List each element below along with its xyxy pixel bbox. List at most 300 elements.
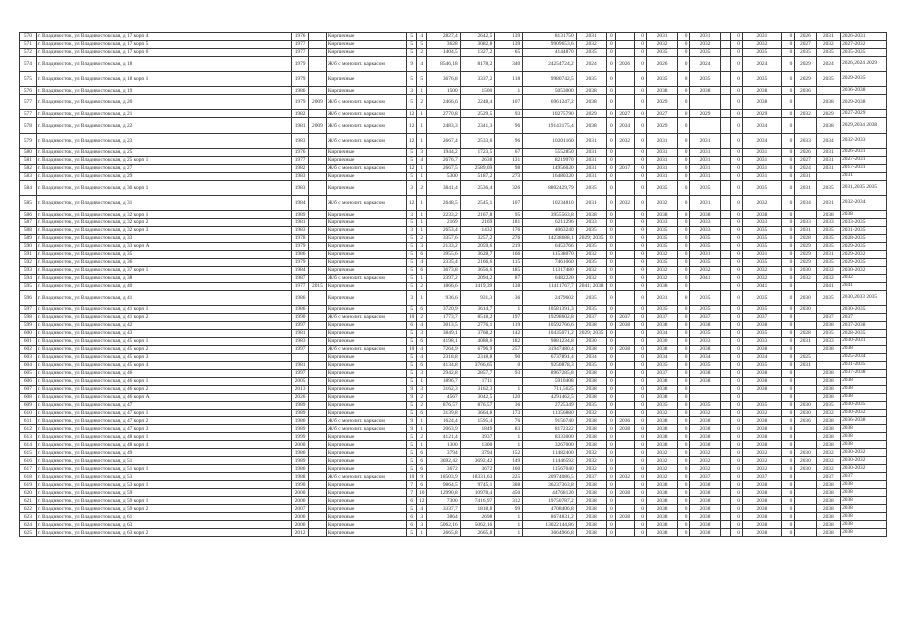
flag-cell: 0 (730, 226, 742, 234)
start-year-cell: 2032 (576, 409, 606, 417)
flag-cell: 0 (634, 473, 646, 481)
flag-cell: 0 (781, 274, 794, 282)
work-year-cell: 2038 (742, 513, 781, 521)
build-year-cell: 1997 (292, 345, 309, 353)
work-year-cell: 2038 (646, 417, 677, 425)
total-area-cell: 2063,9 (427, 425, 460, 433)
entrances-cell: 3 (417, 513, 427, 521)
work-year-cell: 2031 (742, 172, 781, 180)
period-cell: 2027-2031 (841, 156, 887, 164)
work-year-cell: 2029 (795, 258, 816, 266)
flag-cell: 0 (678, 211, 690, 219)
period-cell: 2029-2035 (841, 242, 887, 250)
work-year-cell (615, 305, 634, 313)
cost-cell: 9250878,3 (523, 361, 577, 369)
start-year-cell: 2031 (576, 133, 606, 148)
entrances-cell: 6 (417, 361, 427, 369)
blank-cell (720, 505, 730, 513)
address-cell: г. Владивосток, ул Владивостокская, д 33 корп А (36, 242, 292, 250)
flag-cell: 0 (730, 417, 742, 425)
work-year-cell: 2037 (816, 313, 841, 321)
work-year-cell: 2035 (742, 258, 781, 266)
build-year-cell: 1979 (292, 72, 309, 87)
row-number: 576 (20, 87, 37, 95)
wall-material-cell: Кирпичные (326, 148, 406, 156)
flag-cell: 0 (634, 401, 646, 409)
flag-cell: 0 (634, 521, 646, 529)
period-cell: 2028-2035 (841, 329, 887, 337)
work-year-cell: 2038 (742, 497, 781, 505)
wall-material-cell: Кирпичные (326, 513, 406, 521)
flag-cell: 0 (730, 489, 742, 497)
flag-cell: 0 (730, 337, 742, 345)
start-year-cell: 2038 (576, 211, 606, 219)
row-number: 589 (20, 234, 37, 242)
cost-cell: 4291462,5 (523, 393, 577, 401)
row-number: 625 (20, 529, 37, 537)
blank-cell (720, 226, 730, 234)
work-year-cell: 2031 (646, 290, 677, 305)
table-row (20, 87, 887, 95)
flag-cell: 0 (781, 473, 794, 481)
start-year-cell: 2031 (576, 156, 606, 164)
wall-material-cell: Кирпичные (326, 337, 406, 345)
row-number: 580 (20, 148, 37, 156)
period-cell: 2026,2024 2029 (841, 56, 887, 71)
work-year-cell: 2038 (742, 385, 781, 393)
entrances-cell: 10 (417, 489, 427, 497)
living-area-cell: 8178,2 (460, 56, 495, 71)
work-year-cell: 2035 (742, 180, 781, 195)
row-number: 585 (20, 195, 37, 210)
wall-material-cell: Кирпичные (326, 369, 406, 377)
reconstruction-year-cell (308, 457, 326, 465)
period-cell: 2030-2032 (841, 449, 887, 457)
total-area-cell: 3849,1 (427, 329, 460, 337)
work-year-cell: 2032 (816, 266, 841, 274)
work-year-cell: 2024 (795, 164, 816, 172)
reconstruction-year-cell (308, 465, 326, 473)
start-year-cell: 2038 (576, 385, 606, 393)
flag-cell: 0 (781, 361, 794, 369)
blank-cell (720, 33, 730, 41)
work-year-cell: 2031 (795, 172, 816, 180)
period-cell: 2037 (841, 473, 887, 481)
blank-cell (720, 290, 730, 305)
table-row (20, 353, 887, 361)
work-year-cell: 2038 (690, 497, 720, 505)
start-year-cell: 2031 (576, 195, 606, 210)
blank-cell (720, 521, 730, 529)
address-cell: г. Владивосток, ул Владивостокская, д 29 (36, 172, 292, 180)
living-area-cell: 2857,7 (460, 369, 495, 377)
floors-cell: 9 (407, 417, 417, 425)
living-area-cell: 2665,8 (460, 529, 495, 537)
cost-cell: 44768120 (523, 489, 577, 497)
work-year-cell: 2032 (646, 40, 677, 48)
blank-cell (720, 377, 730, 385)
blank-cell (720, 529, 730, 537)
build-year-cell: 1982 (292, 110, 309, 118)
flag-cell: 0 (730, 133, 742, 148)
address-cell: г. Владивосток, ул Владивостокская, д 46 корп 2 (36, 385, 292, 393)
build-year-cell: 1997 (292, 321, 309, 329)
period-cell: 2038 (841, 345, 887, 353)
table-row (20, 110, 887, 118)
table-row (20, 329, 887, 337)
flag-cell: 0 (781, 211, 794, 219)
work-year-cell: 2038 (615, 345, 634, 353)
work-year-cell: 2035 (742, 329, 781, 337)
row-number: 614 (20, 441, 37, 449)
living-area-cell: 8518,2 (460, 313, 495, 321)
start-year-cell: 2038 (576, 497, 606, 505)
living-area-cell: 1300 (460, 441, 495, 449)
work-year-cell: 2029 (742, 110, 781, 118)
blank-cell (720, 305, 730, 313)
total-area-cell: 1866,6 (427, 282, 460, 290)
residents-cell: 107 (495, 195, 523, 210)
work-year-cell: 2030 (795, 290, 816, 305)
address-cell: г. Владивосток, ул Владивостокская, д 61 (36, 513, 292, 521)
work-year-cell: 2031 (690, 164, 720, 172)
floors-cell: 5 (407, 377, 417, 385)
address-cell: г. Владивосток, ул Владивостокская, д 53 (36, 473, 292, 481)
reconstruction-year-cell (308, 242, 326, 250)
work-year-cell (615, 219, 634, 227)
row-number: 582 (20, 164, 37, 172)
start-year-cell: 2038 (576, 529, 606, 537)
work-year-cell: 2038 (690, 425, 720, 433)
floors-cell: 3 (407, 211, 417, 219)
flag-cell: 0 (781, 266, 794, 274)
flag-cell: 0 (606, 180, 615, 195)
start-year-cell: 2031 (576, 172, 606, 180)
wall-material-cell: Ж/б с монолит. каркасом (326, 425, 406, 433)
flag-cell: 0 (634, 385, 646, 393)
flag-cell: 0 (730, 118, 742, 133)
flag-cell: 0 (781, 195, 794, 210)
work-year-cell: 2032 (615, 473, 634, 481)
cost-cell: 6961247,2 (523, 95, 577, 110)
floors-cell: 12 (407, 118, 417, 133)
work-year-cell: 2035 (816, 258, 841, 266)
work-year-cell (615, 48, 634, 56)
living-area-cell: 1419,39 (460, 282, 495, 290)
work-year-cell (816, 353, 841, 361)
address-cell: г. Владивосток, ул Владивостокская, д 23 (36, 133, 292, 148)
start-year-cell: 2032 (576, 449, 606, 457)
flag-cell: 0 (606, 457, 615, 465)
cost-cell: 6453766 (523, 242, 577, 250)
reconstruction-year-cell (308, 290, 326, 305)
flag-cell: 0 (606, 172, 615, 180)
flag-cell: 0 (678, 305, 690, 313)
work-year-cell (615, 172, 634, 180)
work-year-cell: 2038 (646, 377, 677, 385)
table-row (20, 219, 887, 227)
work-year-cell: 2036 (795, 87, 816, 95)
entrances-cell: 9 (417, 473, 427, 481)
start-year-cell: 2030 (576, 337, 606, 345)
row-number: 601 (20, 337, 37, 345)
start-year-cell: 2038 (576, 513, 606, 521)
living-area-cell: 9745,1 (460, 481, 495, 489)
entrances-cell: 1 (417, 417, 427, 425)
table-row (20, 133, 887, 148)
residents-cell: 65 (495, 48, 523, 56)
work-year-cell: 2031 (646, 164, 677, 172)
work-year-cell: 2029 (795, 72, 816, 87)
period-cell: 2038 (841, 433, 887, 441)
work-year-cell (690, 393, 720, 401)
address-cell: г. Владивосток, ул Владивостокская, д 59 корп 1 (36, 497, 292, 505)
flag-cell: 0 (606, 377, 615, 385)
cost-cell: 10435071,2 (523, 329, 577, 337)
work-year-cell: 2038 (742, 433, 781, 441)
floors-cell: 5 (407, 33, 417, 41)
blank-cell (720, 369, 730, 377)
blank-cell (720, 473, 730, 481)
flag-cell: 0 (781, 219, 794, 227)
flag-cell: 0 (634, 110, 646, 118)
living-area-cell: 3162,3 (460, 385, 495, 393)
cost-cell: 7461060 (523, 258, 577, 266)
living-area-cell: 3766,65 (460, 361, 495, 369)
entrances-cell: 1 (417, 195, 427, 210)
living-area-cell: 1723,5 (460, 148, 495, 156)
row-number: 622 (20, 505, 37, 513)
work-year-cell: 2032 (742, 274, 781, 282)
cost-cell: 11567040 (523, 465, 577, 473)
floors-cell: 5 (407, 250, 417, 258)
work-year-cell: 2031 (816, 250, 841, 258)
flag-cell: 0 (634, 353, 646, 361)
living-area-cell: 2533,6 (460, 133, 495, 148)
living-area-cell: 3794 (460, 449, 495, 457)
work-year-cell (615, 156, 634, 164)
address-cell: г. Владивосток, ул Владивостокская, д 48 корп 4 (36, 441, 292, 449)
entrances-cell: 3 (417, 242, 427, 250)
entrances-cell: 3 (417, 329, 427, 337)
flag-cell: 0 (730, 521, 742, 529)
wall-material-cell: Ж/б с монолит. каркасом (326, 164, 406, 172)
flag-cell: 0 (730, 156, 742, 164)
flag-cell: 0 (730, 385, 742, 393)
build-year-cell: 1979 (292, 258, 309, 266)
floors-cell: 5 (407, 449, 417, 457)
work-year-cell: 2033 (690, 226, 720, 234)
wall-material-cell: Кирпичные (326, 449, 406, 457)
work-year-cell: 2033 (795, 133, 816, 148)
flag-cell: 0 (606, 48, 615, 56)
floors-cell: 5 (407, 95, 417, 110)
flag-cell: 0 (781, 133, 794, 148)
flag-cell: 0 (730, 393, 742, 401)
work-year-cell (615, 258, 634, 266)
living-area-cell: 2167,8 (460, 211, 495, 219)
residents-cell: 120 (495, 393, 523, 401)
reconstruction-year-cell (308, 172, 326, 180)
floors-cell: 5 (407, 361, 417, 369)
flag-cell: 0 (678, 473, 690, 481)
flag-cell: 0 (678, 337, 690, 345)
address-cell: г. Владивосток, ул Владивостокская, д 51 (36, 457, 292, 465)
period-cell: 2038 (841, 489, 887, 497)
work-year-cell: 2038 (816, 321, 841, 329)
total-area-cell: 3692,42 (427, 457, 460, 465)
work-year-cell: 2035 (816, 48, 841, 56)
flag-cell: 0 (634, 219, 646, 227)
work-year-cell (795, 377, 816, 385)
total-area-cell: 2827,4 (427, 33, 460, 41)
work-year-cell: 2037 (690, 473, 720, 481)
cost-cell: 14238688,1 (523, 234, 577, 242)
flag-cell: 0 (730, 87, 742, 95)
work-year-cell: 2029 (795, 56, 816, 71)
work-year-cell: 2038 (742, 505, 781, 513)
flag-cell: 0 (634, 180, 646, 195)
work-year-cell: 2038 (742, 321, 781, 329)
blank-cell (720, 40, 730, 48)
reconstruction-year-cell (308, 521, 326, 529)
entrances-cell: 1 (417, 377, 427, 385)
work-year-cell: 2038 (742, 529, 781, 537)
wall-material-cell: Кирпичные (326, 497, 406, 505)
flag-cell: 0 (781, 48, 794, 56)
flag-cell: 0 (678, 449, 690, 457)
living-area-cell: 2642,5 (460, 33, 495, 41)
floors-cell: 3 (407, 226, 417, 234)
entrances-cell: 2 (417, 433, 427, 441)
floors-cell: 5 (407, 266, 417, 274)
table-row (20, 195, 887, 210)
wall-material-cell: Ж/б с монолит. каркасом (326, 345, 406, 353)
entrances-cell: 1 (417, 441, 427, 449)
blank-cell (720, 48, 730, 56)
work-year-cell: 2035 (816, 234, 841, 242)
floors-cell: 5 (407, 274, 417, 282)
work-year-cell (615, 72, 634, 87)
period-cell: 2025-2034 (841, 353, 887, 361)
period-cell: 2029-2038 (841, 95, 887, 110)
period-cell: 2028-2035 (841, 234, 887, 242)
flag-cell: 0 (730, 234, 742, 242)
reconstruction-year-cell (308, 321, 326, 329)
living-area-cell: 1500 (460, 87, 495, 95)
blank-cell (720, 56, 730, 71)
work-year-cell: 2035 (742, 72, 781, 87)
work-year-cell: 2025 (795, 353, 816, 361)
flag-cell: 0 (781, 529, 794, 537)
flag-cell: 0 (606, 401, 615, 409)
total-area-cell: 3864 (427, 513, 460, 521)
row-number: 616 (20, 457, 37, 465)
residents-cell: 1 (495, 521, 523, 529)
row-number: 597 (20, 305, 37, 313)
floors-cell: 9 (407, 425, 417, 433)
work-year-cell: 2032 (690, 40, 720, 48)
blank-cell (720, 110, 730, 118)
wall-material-cell: Кирпичные (326, 409, 406, 417)
flag-cell: 0 (634, 497, 646, 505)
total-area-cell: 7264,9 (427, 345, 460, 353)
flag-cell: 0 (678, 329, 690, 337)
cost-cell: 10234810 (523, 195, 577, 210)
work-year-cell: 2035 (742, 48, 781, 56)
period-cell: 2030-2031 (841, 337, 887, 345)
flag-cell: 0 (606, 321, 615, 329)
living-area-cell: 3042,5 (460, 393, 495, 401)
reconstruction-year-cell (308, 481, 326, 489)
entrances-cell: 1 (417, 133, 427, 148)
work-year-cell: 2035 (816, 401, 841, 409)
total-area-cell: 2653,4 (427, 226, 460, 234)
work-year-cell: 2038 (690, 417, 720, 425)
flag-cell: 0 (634, 242, 646, 250)
work-year-cell: 2024 (816, 56, 841, 71)
cost-cell: 11446592 (523, 457, 577, 465)
work-year-cell: 2031 (690, 172, 720, 180)
entrances-cell: 6 (417, 465, 427, 473)
work-year-cell: 2037 (742, 473, 781, 481)
floors-cell: 7 (407, 489, 417, 497)
work-year-cell: 2032 (646, 457, 677, 465)
total-area-cell: 4567 (427, 393, 460, 401)
reconstruction-year-cell (308, 56, 326, 71)
floors-cell: 5 (407, 234, 417, 242)
cost-cell: 36237363,8 (523, 481, 577, 489)
residents-cell: 93 (495, 369, 523, 377)
residents-cell: 36 (495, 290, 523, 305)
wall-material-cell: Кирпичные (326, 377, 406, 385)
table-row (20, 72, 887, 87)
living-area-cell: 2094,2 (460, 274, 495, 282)
flag-cell: 0 (678, 226, 690, 234)
work-year-cell (795, 489, 816, 497)
flag-cell: 0 (606, 133, 615, 148)
flag-cell: 0 (781, 56, 794, 71)
total-area-cell: 3841,4 (427, 180, 460, 195)
flag-cell: 0 (606, 95, 615, 110)
build-year-cell: 1989 (292, 211, 309, 219)
reconstruction-year-cell (308, 250, 326, 258)
row-number: 607 (20, 385, 37, 393)
start-year-cell: 2035 (576, 242, 606, 250)
total-area-cell: 3673,8 (427, 266, 460, 274)
flag-cell: 0 (606, 473, 615, 481)
living-area-cell: 3664,8 (460, 409, 495, 417)
work-year-cell (795, 521, 816, 529)
build-year-cell: 1984 (292, 195, 309, 210)
address-cell: г. Владивосток, ул Владивостокская, д 59 корп 2 (36, 505, 292, 513)
row-number: 605 (20, 369, 37, 377)
flag-cell: 0 (730, 441, 742, 449)
work-year-cell: 2031 (795, 361, 816, 369)
work-year-cell: 2037 (690, 313, 720, 321)
work-year-cell: 2035 (646, 48, 677, 56)
period-cell: 2035-2035 (841, 48, 887, 56)
cost-cell: 8219970 (523, 156, 577, 164)
row-number: 604 (20, 361, 37, 369)
reconstruction-year-cell (308, 313, 326, 321)
address-cell: г. Владивосток, ул Владивостокская, д 47 корп 2 (36, 417, 292, 425)
work-year-cell: 2032 (690, 266, 720, 274)
row-number: 618 (20, 473, 37, 481)
period-cell: 2030,2033 2035 (841, 290, 887, 305)
work-year-cell: 2035 (646, 242, 677, 250)
address-cell: г. Владивосток, ул Владивостокская, д 20 (36, 95, 292, 110)
